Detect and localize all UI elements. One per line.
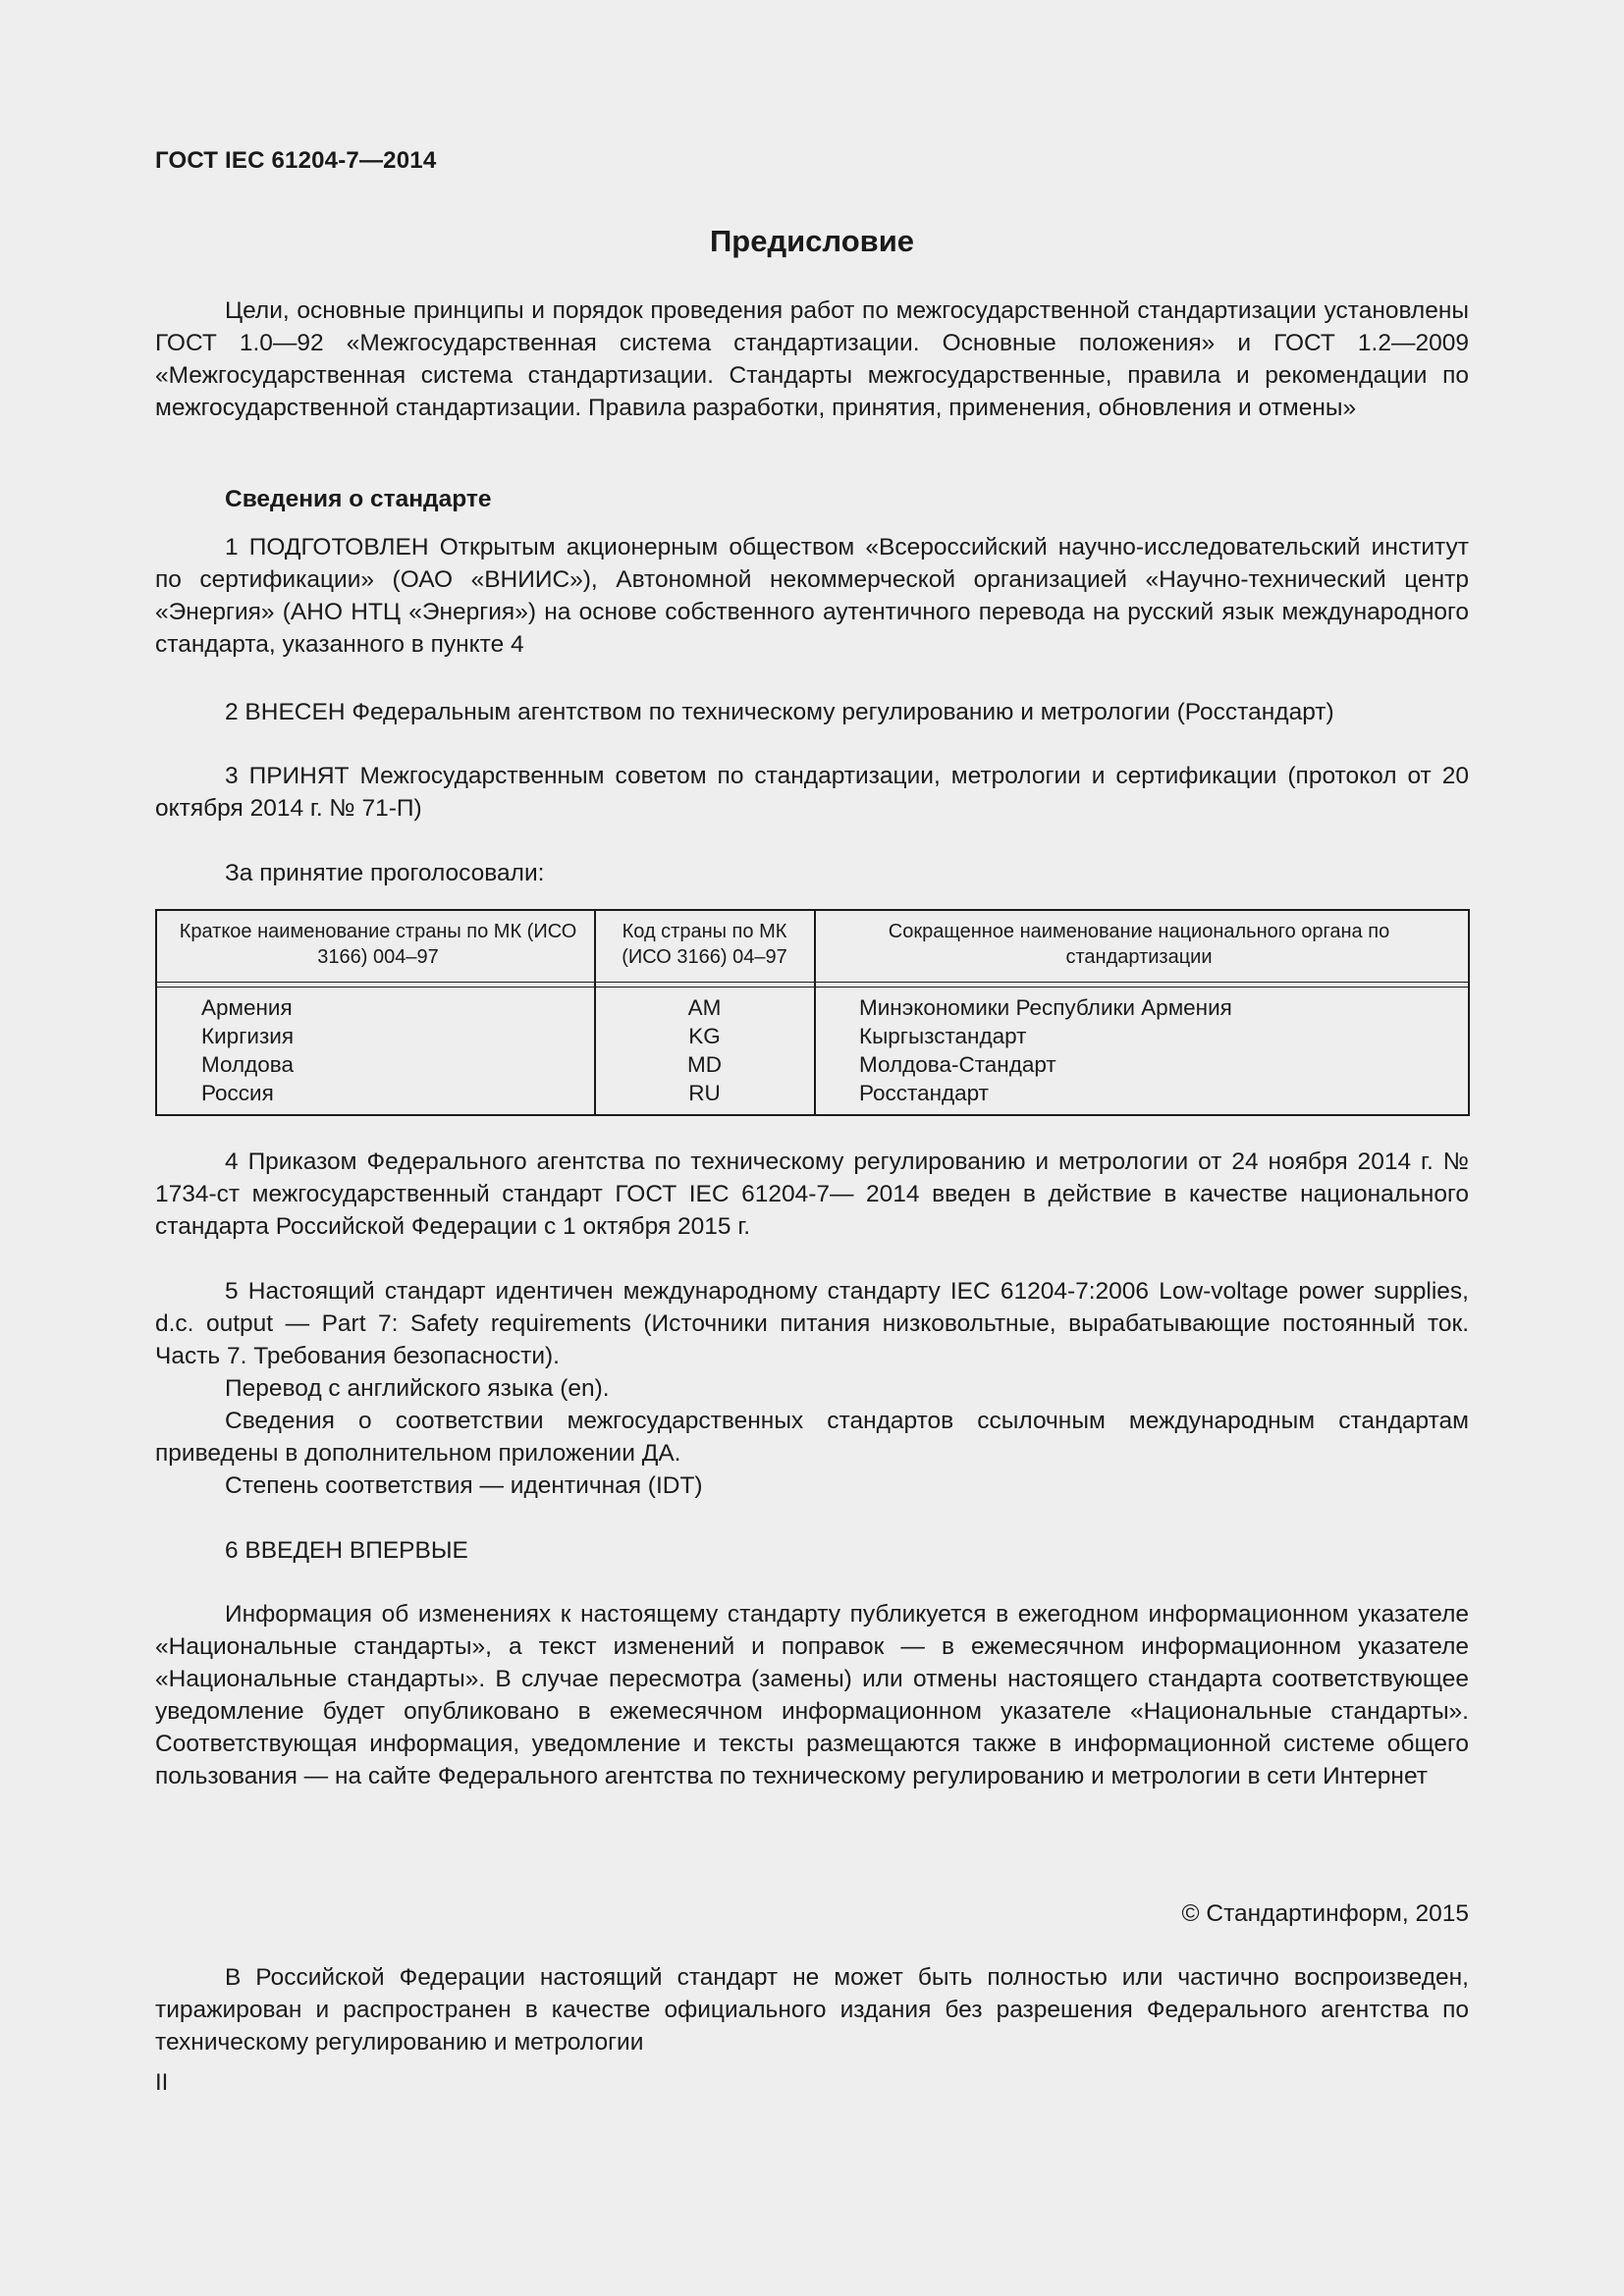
item-1-paragraph: 1 ПОДГОТОВЛЕН Открытым акционерным обществом «Всероссийский научно-исследовательский институт по сертификации» (ОАО «ВНИИС»), Автономной некоммерческой организацией «Научно-технический центр «Энергия» (АНО НТЦ «Энергия») на основе собственного аутентичного перевода на русский язык международного стандарта, указанного в пункте 4 (155, 534, 1469, 658)
table-cell-body: Минэкономики Республики Армения (859, 995, 1232, 1020)
table-divider (594, 911, 596, 1114)
item-3-paragraph: 3 ПРИНЯТ Межгосударственным советом по стандартизации, метрологии и сертификации (протокол от 20 октября 2014 г. № 71-П) (155, 763, 1469, 822)
table-cell-code: KG (688, 1024, 721, 1048)
table-cell-body: Кыргызстандарт (859, 1024, 1027, 1048)
page-title: Предисловие (709, 224, 914, 258)
item-5-translation: Перевод с английского языка (en). (225, 1375, 610, 1402)
table-header-body: Сокращенное наименование национального органа по стандартизации (888, 921, 1390, 968)
voting-table (155, 909, 1470, 1116)
table-cell-body: Росстандарт (859, 1081, 989, 1105)
table-header-rule (157, 982, 1468, 983)
item-6-paragraph: 6 ВВЕДЕН ВПЕРВЫЕ (225, 1537, 468, 1564)
item-4-paragraph: 4 Приказом Федерального агентства по техническому регулированию и метрологии от 24 ноября 2014 г. № 1734-ст межгосударственный стандарт ГОСТ IEC 61204-7— 2014 введен в действие в качестве национального стандарта Российской Федерации с 1 октября 2015 г. (155, 1148, 1469, 1240)
intro-paragraph: Цели, основные принципы и порядок проведения работ по межгосударственной стандартизации установлены ГОСТ 1.0—92 «Межгосударственная система стандартизации. Основные положения» и ГОСТ 1.2—2009 «Межгосударственная система стандартизации. Стандарты межгосударственные, правила и рекомендации по межгосударственной стандартизации. Правила разработки, принятия, применения, обновления и отмены» (155, 297, 1469, 421)
table-cell-code: RU (688, 1081, 721, 1105)
table-cell-country: Молдова (201, 1052, 294, 1077)
table-divider (814, 911, 816, 1114)
table-cell-code: AM (687, 995, 722, 1020)
reproduction-notice: В Российской Федерации настоящий стандарт не может быть полностью или частично воспроизведен, тиражирован и распространен в качестве официального издания без разрешения Федерального агентства по техническому регулированию и метрологии (155, 1964, 1469, 2056)
item-5-degree: Степень соответствия — идентичная (IDT) (225, 1472, 703, 1499)
table-column-bodies (859, 993, 1232, 1107)
table-cell-code: MD (687, 1052, 722, 1077)
vote-intro: За принятие проголосовали: (225, 860, 545, 886)
changes-info-paragraph: Информация об изменениях к настоящему стандарту публикуется в ежегодном информационном указателе «Национальные стандарты», а текст изменений и поправок — в ежемесячном информационном указателе «Национальные стандарты». В случае пересмотра (замены) или отмены настоящего стандарта соответствующее уведомление будет опубликовано в ежемесячном информационном указателе «Национальные стандарты». Соответствующая информация, уведомление и тексты размещаются также в информационной системе общего пользования — на сайте Федерального агентства по техническому регулированию и метрологии в сети Интернет (155, 1601, 1469, 1789)
table-header-country: Краткое наименование страны по МК (ИСО 3166) 004–97 (179, 921, 577, 968)
info-heading: Сведения о стандарте (225, 486, 492, 512)
table-column-countries (201, 993, 294, 1107)
table-cell-country: Киргизия (201, 1024, 295, 1048)
table-header-code: Код страны по МК (ИСО 3166) 04–97 (622, 921, 787, 968)
item-2-paragraph: 2 ВНЕСЕН Федеральным агентством по техническому регулированию и метрологии (Росстандарт) (225, 699, 1334, 725)
page-number: II (155, 2069, 169, 2096)
table-cell-country: Армения (201, 995, 293, 1020)
standard-header: ГОСТ IEC 61204-7—2014 (155, 147, 437, 174)
table-cell-body: Молдова-Стандарт (859, 1052, 1056, 1077)
copyright-notice: © Стандартинформ, 2015 (1181, 1900, 1469, 1927)
table-cell-country: Россия (201, 1081, 274, 1105)
item-5-conformity: Сведения о соответствии межгосударственных стандартов ссылочным международным стандартам приведены в дополнительном приложении ДА. (155, 1408, 1469, 1467)
item-5-paragraph: 5 Настоящий стандарт идентичен международному стандарту IEC 61204-7:2006 Low-voltage power supplies, d.c. output — Part 7: Safety requirements (Источники питания низковольтные, вырабатывающие постоянный ток. Часть 7. Требования безопасности). (155, 1278, 1469, 1369)
table-header-rule (157, 987, 1468, 988)
table-column-codes (597, 993, 812, 1107)
